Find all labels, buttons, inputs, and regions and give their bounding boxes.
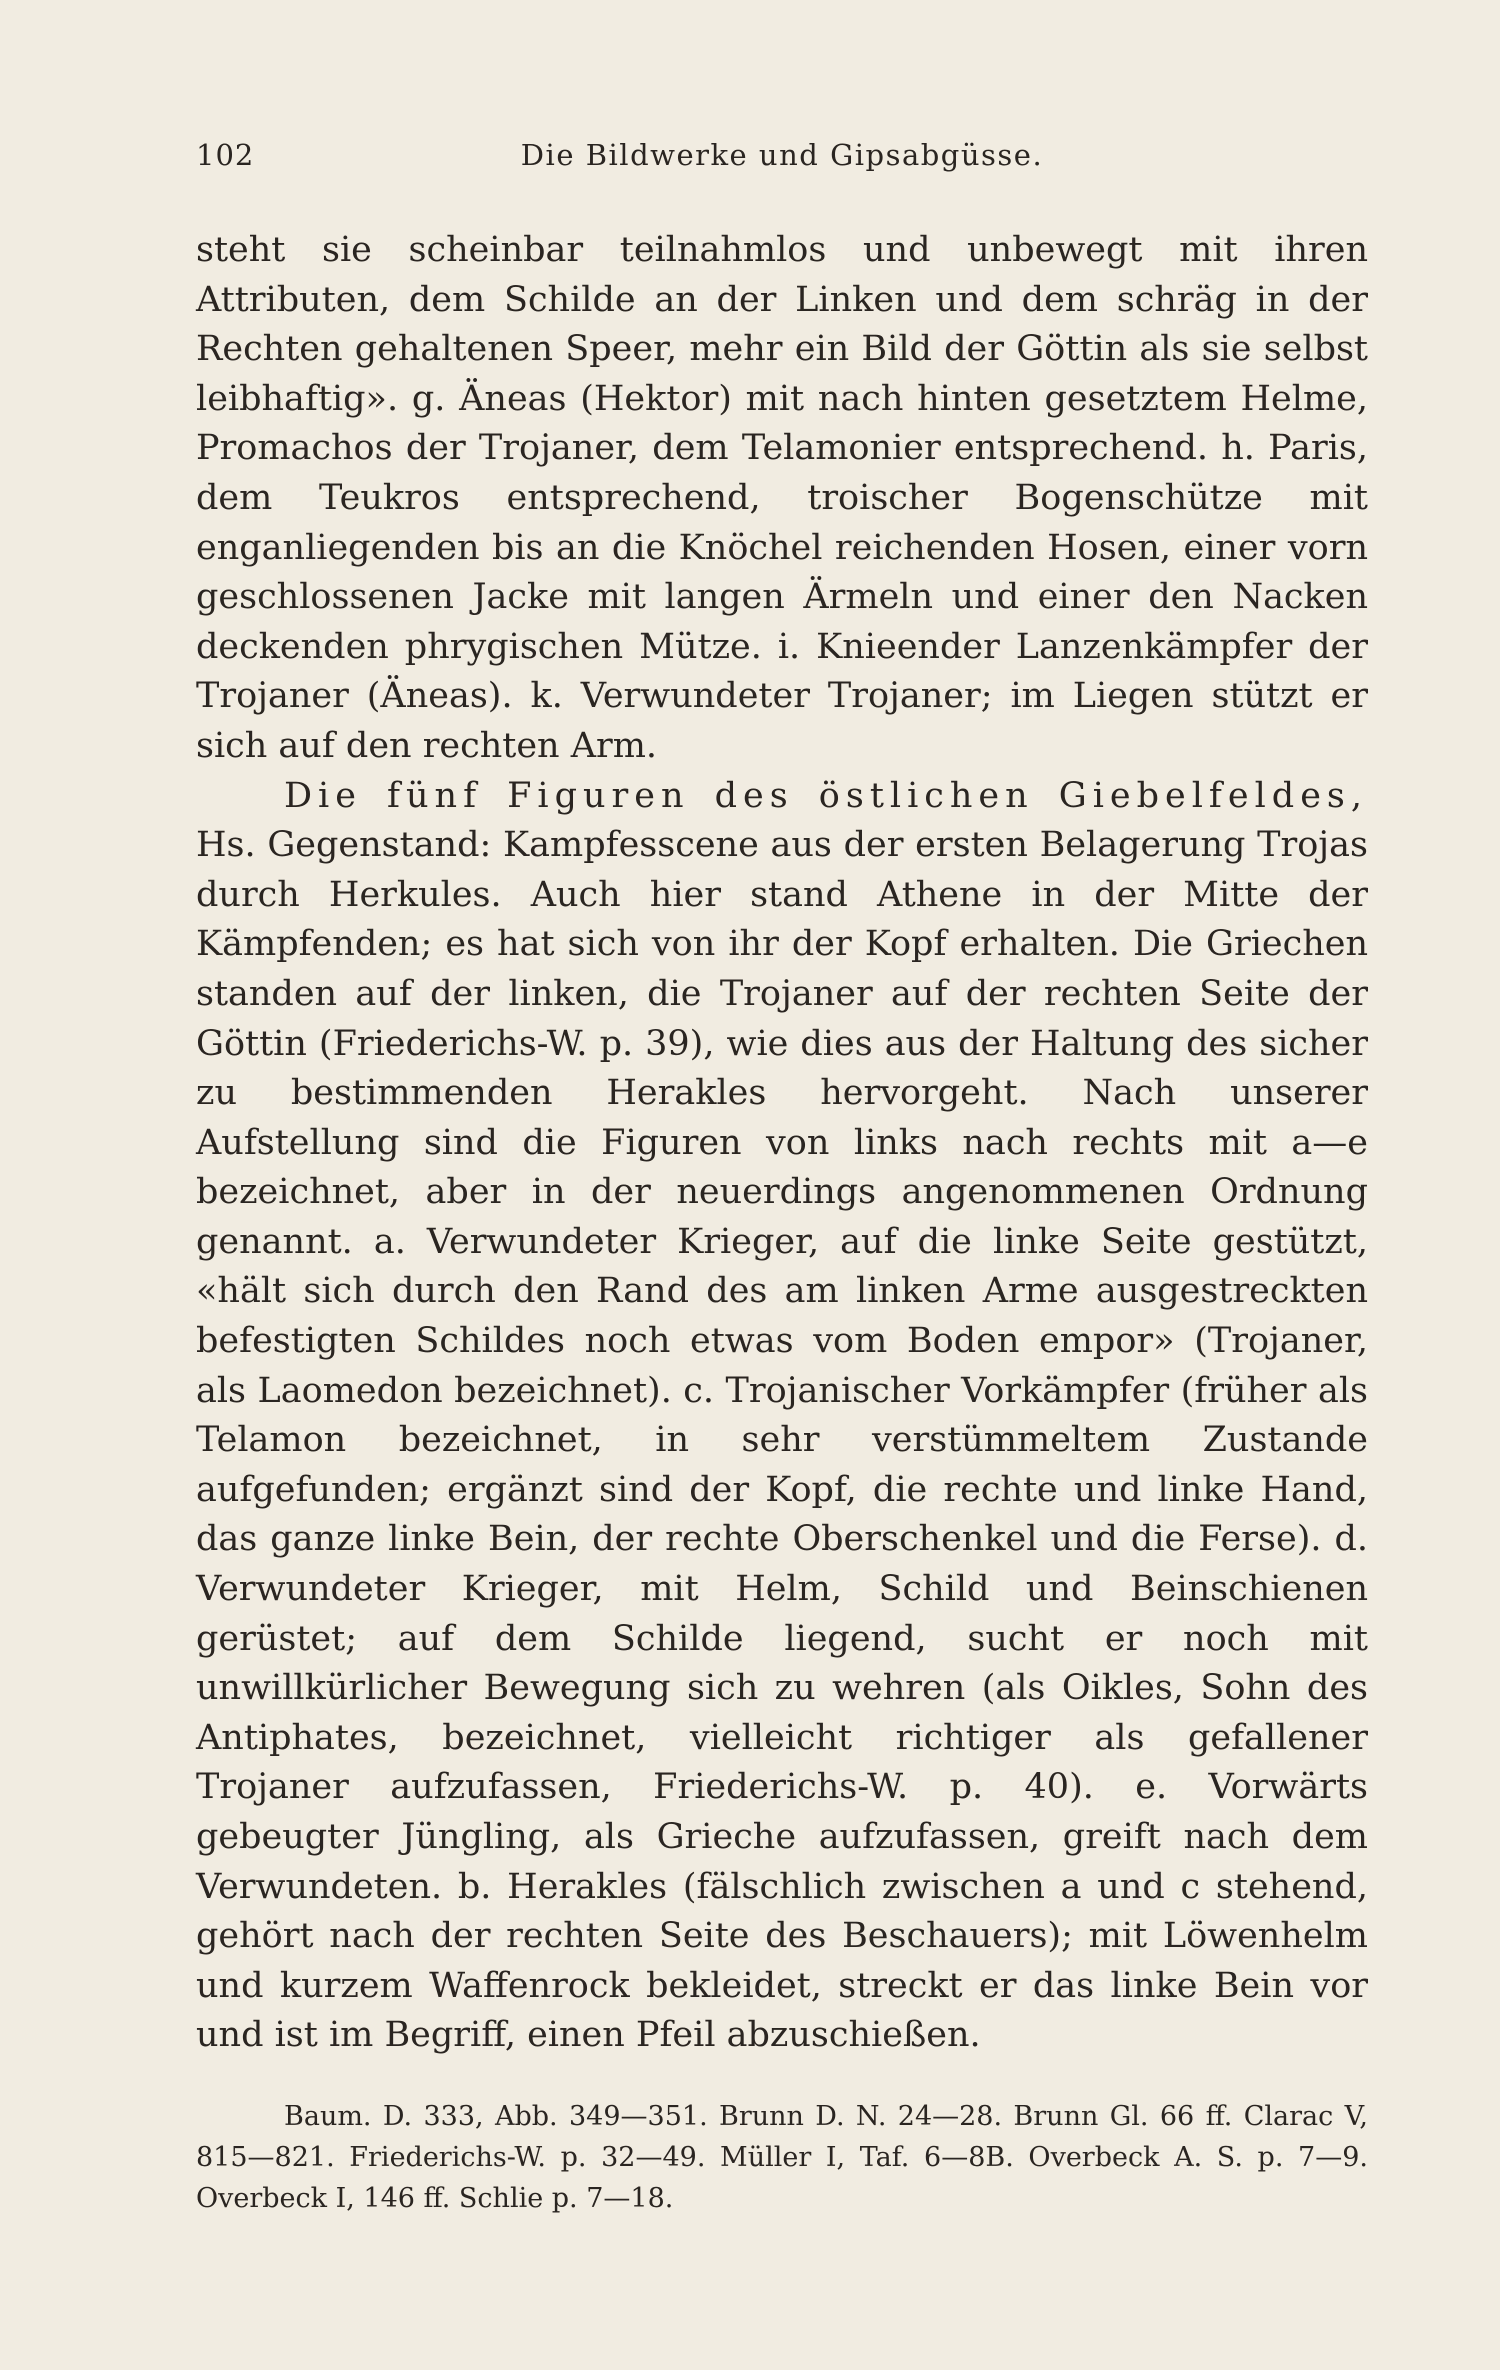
paragraph-east-pediment-text: Hs. Gegenstand: Kampfesscene aus der ersten Belagerung Trojas durch Herkules. Auch hier stand Athene in der Mitte der Kämpfenden; es hat sich von ihr der Kopf erhalten. Die Griechen standen auf der linken, die Trojaner auf der rechten Seite der Göttin (Friederichs-W. p. 39), wie dies aus der Haltung des sicher zu bestimmenden Herakles hervorgeht. Nach unserer Aufstellung sind die Figuren von links nach rechts mit a—e bezeichnet, aber in der neuerdings angenommenen Ordnung genannt. a. Verwundeter Krieger, auf die linke Seite gestützt, «hält sich durch den Rand des am linken Arme ausgestreckten befestigten Schildes noch etwas vom Boden empor» (Trojaner, als Laomedon bezeichnet). c. Trojanischer Vorkämpfer (früher als Telamon bezeichnet, in sehr verstümmeltem Zustande aufgefunden; ergänzt sind der Kopf, die rechte und linke Hand, das ganze linke Bein, der rechte Oberschenkel und die Ferse). d. Verwundeter Krieger, mit Helm, Schild und Beinschienen gerüstet; auf dem Schilde liegend, sucht er noch mit unwillkürlicher Bewegung sich zu wehren (als Oikles, Sohn des Antiphates, bezeichnet, vielleicht richtiger als gefallener Trojaner aufzufassen, Friederichs-W. p. 40). e. Vorwärts gebeugter Jüngling, als Grieche aufzufassen, greift nach dem Verwundeten. b. Herakles (fälschlich zwischen a und c stehend, gehört nach der rechten Seite des Beschauers); mit Löwenhelm und kurzem Waffenrock bekleidet, streckt er das linke Bein vor und ist im Begriff, einen Pfeil abzuschießen. bbox=[196, 825, 1368, 2056]
references bbox=[196, 2096, 1368, 2219]
body-text bbox=[196, 226, 1368, 2061]
running-head bbox=[196, 138, 1368, 178]
running-title: Die Bildwerke und Gipsabgüsse. bbox=[520, 138, 1044, 172]
page-number: 102 bbox=[196, 138, 255, 172]
paragraph-continuation: steht sie scheinbar teilnahmlos und unbewegt mit ihren Attributen, dem Schilde an der Linken und dem schräg in der Rechten gehaltenen Speer, mehr ein Bild der Göttin als sie selbst leibhaftig». g. Äneas (Hektor) mit nach hinten gesetztem Helme, Promachos der Trojaner, dem Telamonier entsprechend. h. Paris, dem Teukros entsprechend, troischer Bogenschütze mit enganliegenden bis an die Knöchel reichenden Hosen, einer vorn geschlossenen Jacke mit langen Ärmeln und einer den Nacken deckenden phrygischen Mütze. i. Knieender Lanzenkämpfer der Trojaner (Äneas). k. Verwundeter Trojaner; im Liegen stützt er sich auf den rechten Arm. bbox=[196, 230, 1368, 766]
paragraph-east-pediment bbox=[196, 772, 1368, 2061]
spaced-heading: Die fünf Figuren des östlichen Giebelfeldes, bbox=[284, 775, 1368, 816]
references-text: Baum. D. 333, Abb. 349—351. Brunn D. N. 24—28. Brunn Gl. 66 ff. Clarac V, 815—821. Friederichs-W. p. 32—49. Müller I, Taf. 6—8B. Overbeck A. S. p. 7—9. Overbeck I, 146 ff. Schlie p. 7—18. bbox=[196, 2101, 1368, 2214]
